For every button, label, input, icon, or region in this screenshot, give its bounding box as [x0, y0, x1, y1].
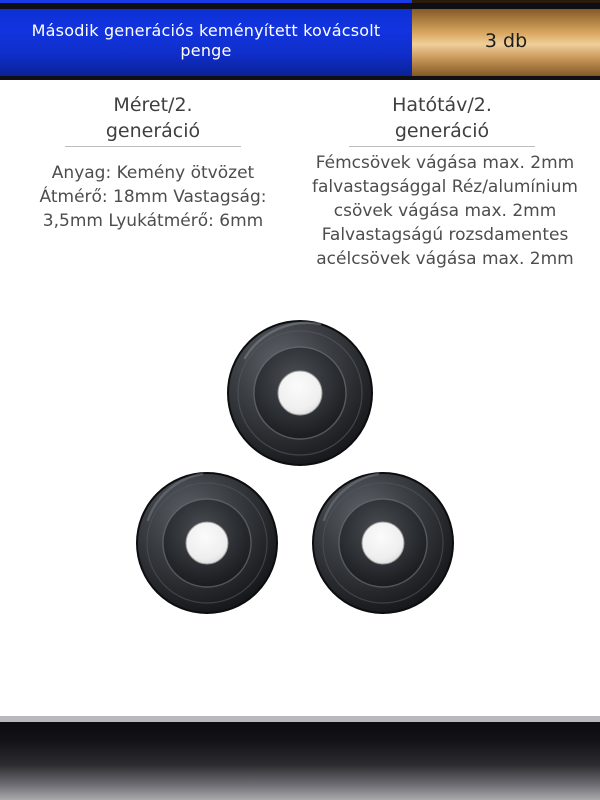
cutter-wheel-bottom-right [308, 468, 458, 618]
cutter-wheel-top [225, 318, 375, 468]
banner-title-panel [0, 0, 412, 78]
spec-column-range [300, 92, 600, 271]
spec-heading-size: Méret/2. generáció [65, 92, 241, 147]
spec-body-range: Fémcsövek vágása max. 2mm falvastagsággal Réz/alumínium csövek vágása max. 2mm Falvastagságú rozsdamentes acélcsövek vágása max. 2mm [312, 153, 578, 269]
quantity-badge: 3 db [484, 29, 528, 52]
banner-title: Második generációs keményített kovácsolt penge [31, 20, 381, 60]
footer-bar [0, 716, 600, 800]
cutter-wheel-bottom-left [132, 468, 282, 618]
spec-heading-range: Hatótáv/2. generáció [349, 92, 535, 147]
banner-divider [0, 76, 600, 80]
banner-quantity-panel [412, 0, 600, 78]
footer-bar-highlight [0, 716, 600, 722]
specifications [0, 92, 600, 271]
product-image [0, 300, 600, 700]
spec-body-size: Anyag: Kemény ötvözet Átmérő: 18mm Vastagság: 3,5mm Lyukátmérő: 6mm [39, 163, 267, 231]
header-banner [0, 0, 600, 78]
spec-column-size [0, 92, 300, 271]
